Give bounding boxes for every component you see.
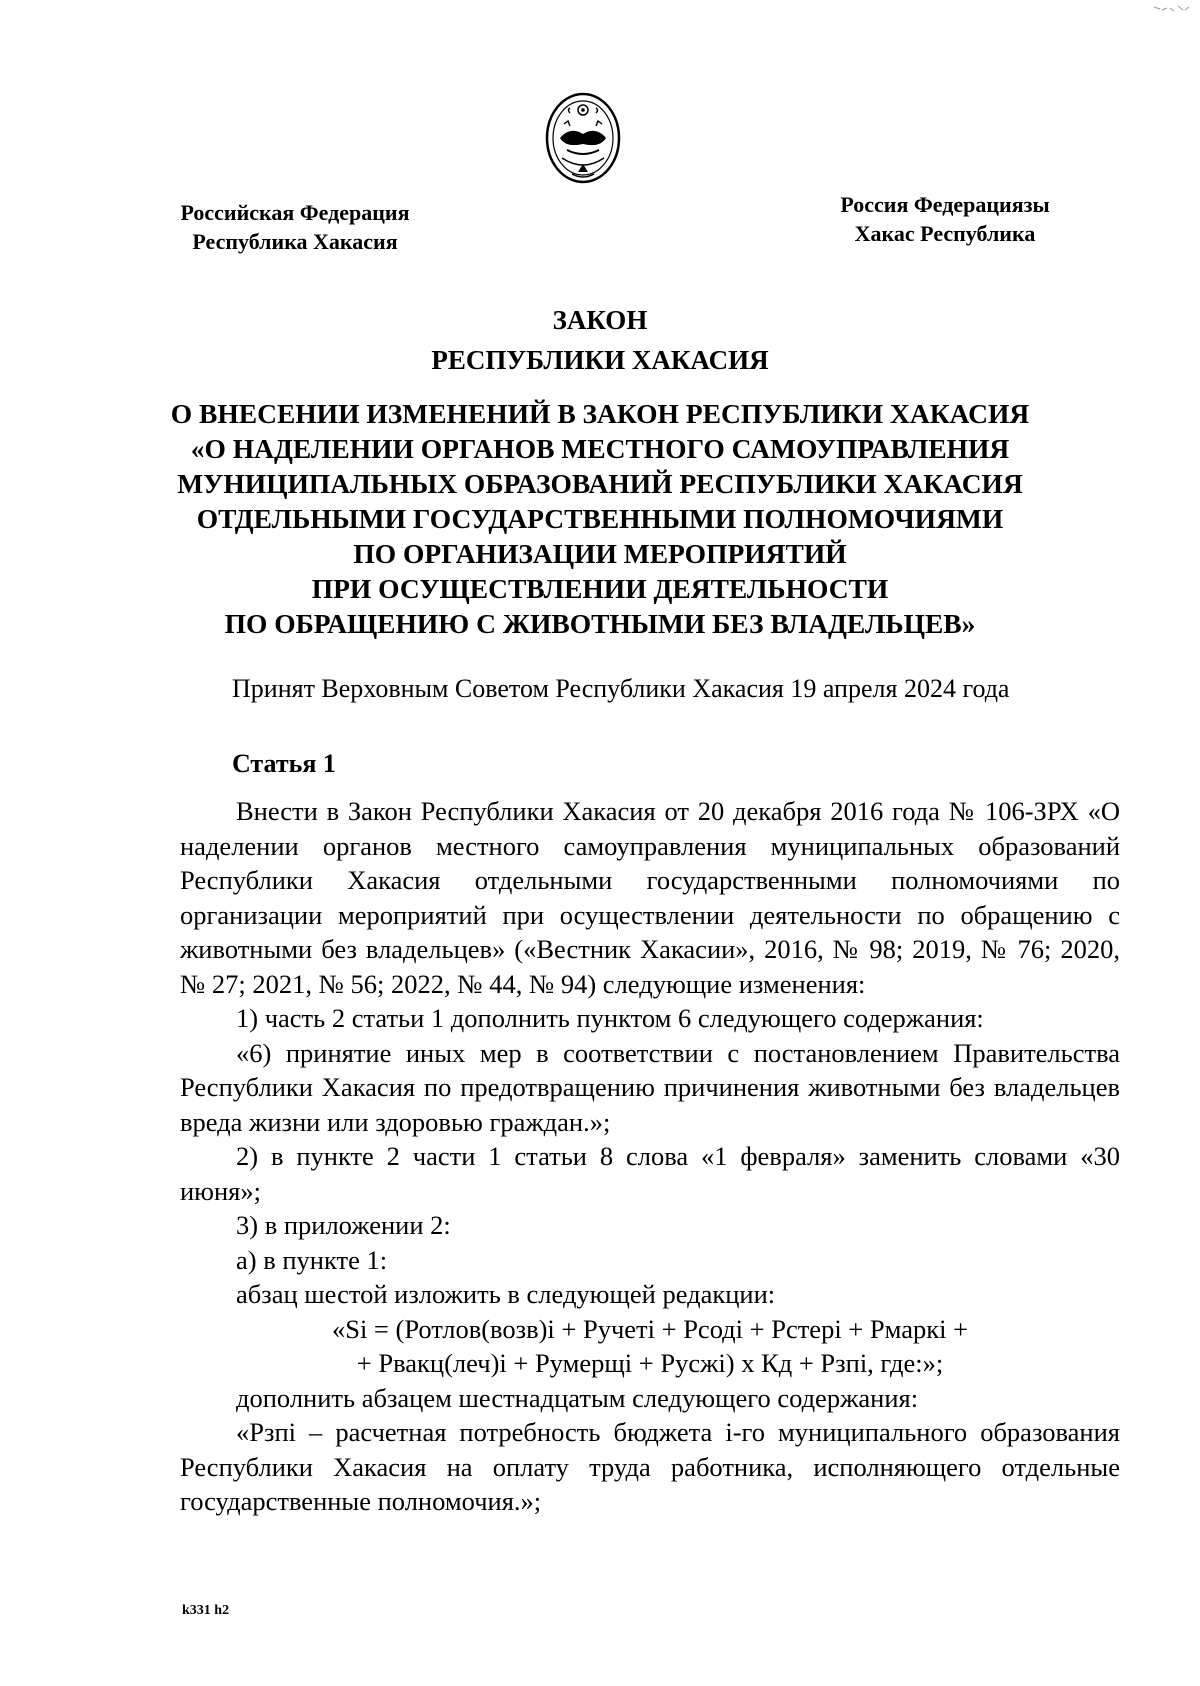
paragraph: 3) в приложении 2: <box>236 1210 451 1240</box>
paragraph: а) в пункте 1: <box>236 1244 388 1275</box>
title-line2: РЕСПУБЛИКИ ХАКАСИЯ <box>431 345 769 375</box>
document-title <box>0 300 1200 380</box>
scan-artifact <box>1152 4 1192 18</box>
adoption-note: Принят Верховным Советом Республики Хакасия 19 апреля 2024 года <box>232 674 1010 703</box>
header-left <box>160 198 430 256</box>
header-left-line2: Республика Хакасия <box>192 229 398 254</box>
paragraph: абзац шестой изложить в следующей редакции: <box>236 1279 776 1309</box>
formula-line: + Рвакц(леч)i + Румерщi + Русжi) х Кд + Рзпi, где:»; <box>356 1348 944 1378</box>
header-right-line2: Хакас Республика <box>854 221 1036 246</box>
header-left-line1: Российская Федерация <box>180 200 410 225</box>
article-body <box>180 794 1120 1519</box>
law-name-line: О ВНЕСЕНИИ ИЗМЕНЕНИЙ В ЗАКОН РЕСПУБЛИКИ ХАКАСИЯ <box>170 398 1030 429</box>
title-line1: ЗАКОН <box>552 305 648 335</box>
paragraph: 1) часть 2 статьи 1 дополнить пунктом 6 следующего содержания: <box>236 1003 984 1033</box>
paragraph: «6) принятие иных мер в соответствии с постановлением Правительства Республики Хакасия по предотвращению причинения животными без владельцев вреда жизни или здоровью граждан.»; <box>180 1037 1120 1137</box>
paragraph: Внести в Закон Республики Хакасия от 20 декабря 2016 года № 106-ЗРХ «О наделении органов местного самоуправления муниципальных образований Республики Хакасия отдельными государственными полномочиями по организации мероприятий при осуществлении деятельности по обращению с животными без владельцев» («Вестник Хакасии», 2016, № 98; 2019, № 76; 2020, № 27; 2021, № 56; 2022, № 44, № 94) следующие изменения: <box>180 796 1120 999</box>
article-heading: Статья 1 <box>232 749 336 778</box>
paragraph: «Рзпi – расчетная потребность бюджета i-го муниципального образования Республики Хакасия на оплату труда работника, исполняющего отдельные государственные полномочия.»; <box>180 1417 1120 1516</box>
formula-line: «Si = (Ротлов(возв)i + Ручетi + Рсодi + Рстерi + Рмаркi + <box>331 1313 969 1344</box>
law-name-line: «О НАДЕЛЕНИИ ОРГАНОВ МЕСТНОГО САМОУПРАВЛЕНИЯ <box>190 433 1010 464</box>
law-name-line: ПРИ ОСУЩЕСТВЛЕНИИ ДЕЯТЕЛЬНОСТИ <box>311 573 889 604</box>
law-name <box>150 396 1050 641</box>
law-name-line: ПО ОРГАНИЗАЦИИ МЕРОПРИЯТИЙ <box>353 538 847 569</box>
law-name-line: ОТДЕЛЬНЫМИ ГОСУДАРСТВЕННЫМИ ПОЛНОМОЧИЯМИ <box>196 503 1004 534</box>
paragraph: 2) в пункте 2 части 1 статьи 8 слова «1 февраля» заменить словами «30 июня»; <box>180 1141 1120 1206</box>
paragraph: дополнить абзацем шестнадцатым следующего содержания: <box>236 1382 919 1413</box>
coat-of-arms-icon <box>542 88 624 196</box>
law-name-line: ПО ОБРАЩЕНИЮ С ЖИВОТНЫМИ БЕЗ ВЛАДЕЛЬЦЕВ» <box>224 608 976 639</box>
header-right <box>820 190 1070 248</box>
header-right-line1: Россия Федерациязы <box>840 192 1050 217</box>
footer-code: k331 h2 <box>182 1603 230 1618</box>
law-name-line: МУНИЦИПАЛЬНЫХ ОБРАЗОВАНИЙ РЕСПУБЛИКИ ХАКАСИЯ <box>177 468 1023 499</box>
